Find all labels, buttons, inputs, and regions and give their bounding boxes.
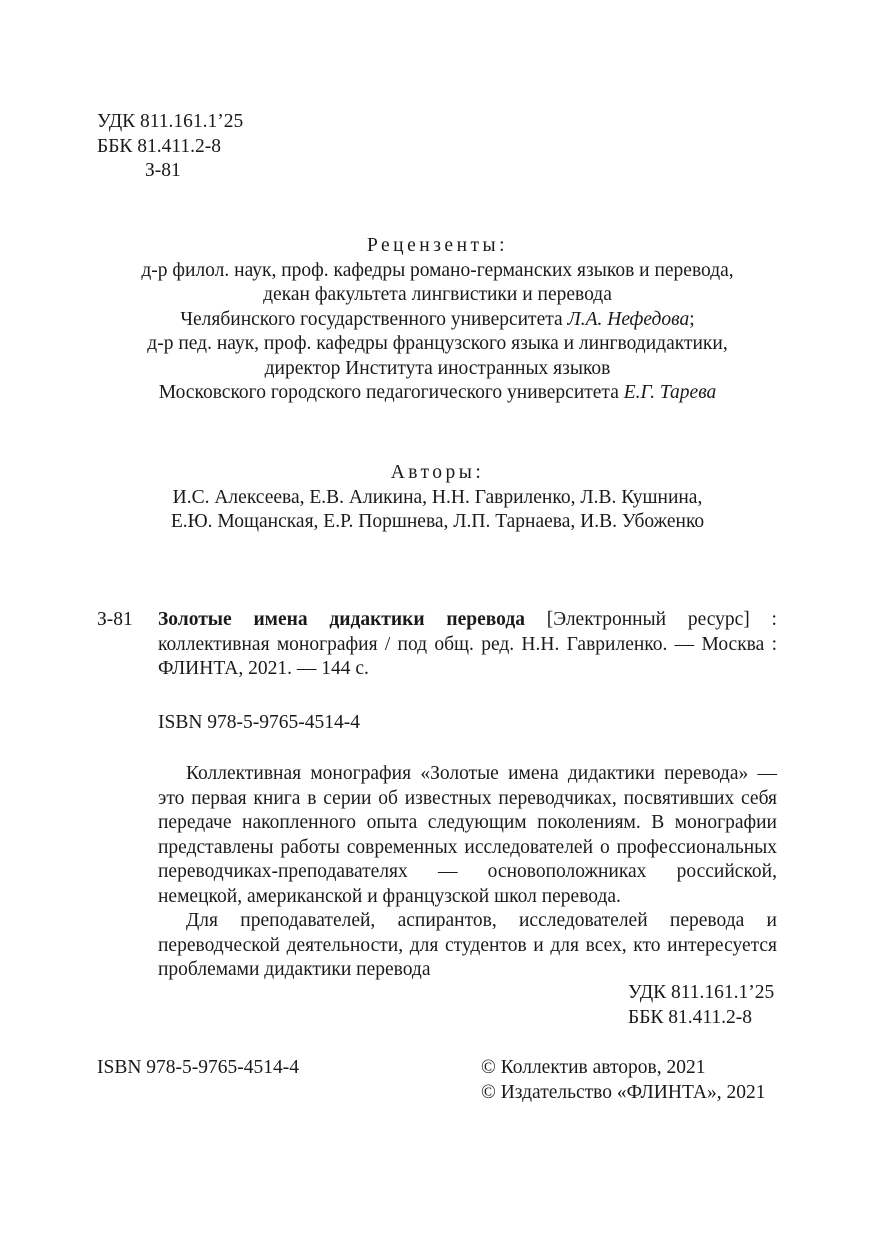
reviewer-affiliation: Московского городского педагогического университета — [158, 382, 619, 403]
copyright-block — [481, 1056, 765, 1105]
authors-line: И.С. Алексеева, Е.В. Аликина, Н.Н. Гавриленко, Л.В. Кушнина, — [172, 486, 703, 508]
book-title: Золотые имена дидактики перевода — [158, 609, 525, 630]
udk-code: УДК 811.161.1’25 — [628, 982, 775, 1003]
reviewer-line: д-р филол. наук, проф. кафедры романо-германских языков и перевода, — [141, 259, 734, 281]
top-classification-codes — [97, 110, 243, 184]
authors-heading: Авторы: — [390, 462, 485, 483]
biblio-description — [158, 608, 777, 682]
reviewer-line: директор Института иностранных языков — [264, 357, 611, 379]
reviewer-line — [0, 308, 875, 333]
biblio-details: [Электронный ресурс] : коллективная монография / под общ. ред. Н.Н. Гавриленко. — Москва : ФЛИНТА, 2021. — 144 с. — [158, 609, 777, 679]
author-mark: З-81 — [145, 160, 181, 181]
reviewers-block — [0, 234, 875, 406]
reviewer-line: декан факультета лингвистики и перевода — [263, 284, 612, 305]
reviewer-affiliation: Челябинского государственного университета — [180, 308, 563, 330]
copyright-line: © Издательство «ФЛИНТА», 2021 — [481, 1081, 766, 1103]
isbn: ISBN 978-5-9765-4514-4 — [158, 712, 361, 733]
abstract-paragraph: Коллективная монография «Золотые имена дидактики перевода» — это первая книга в серии об известных переводчиках, посвятивших себя передаче накопленного опыта следующим поколениям. В монографии представлены работы современных исследователей о профессиональных переводчиках-преподавателях — основоположниках российской, немецкой, американской и французской школ перевода. — [158, 763, 777, 907]
copyright-line: © Коллектив авторов, 2021 — [481, 1057, 706, 1078]
reviewer-line — [0, 381, 875, 406]
reviewers-heading: Рецензенты: — [366, 235, 509, 256]
authors-line: Е.Ю. Мощанская, Е.Р. Поршнева, Л.П. Тарнаева, И.В. Убоженко — [170, 511, 705, 532]
abstract — [158, 762, 777, 983]
abstract-paragraph: Для преподавателей, аспирантов, исследователей перевода и переводческой деятельности, для студентов и для всех, кто интересуется проблемами дидактики перевода — [158, 910, 777, 980]
reviewer-name: Л.А. Нефедова — [567, 308, 690, 330]
footer-isbn: ISBN 978-5-9765-4514-4 — [97, 1057, 300, 1078]
separator: ; — [689, 308, 695, 330]
bbk-code: ББК 81.411.2-8 — [628, 1006, 753, 1028]
bbk-code: ББК 81.411.2-8 — [97, 135, 222, 157]
authors-block — [0, 461, 875, 535]
classification-codes-right — [628, 981, 774, 1030]
bibliographic-entry — [97, 608, 777, 682]
biblio-code: З-81 — [97, 609, 133, 630]
reviewer-line: д-р пед. наук, проф. кафедры французского языка и лингводидактики, — [147, 333, 728, 354]
udk-code: УДК 811.161.1’25 — [97, 111, 244, 132]
reviewer-name: Е.Г. Тарева — [623, 382, 717, 403]
